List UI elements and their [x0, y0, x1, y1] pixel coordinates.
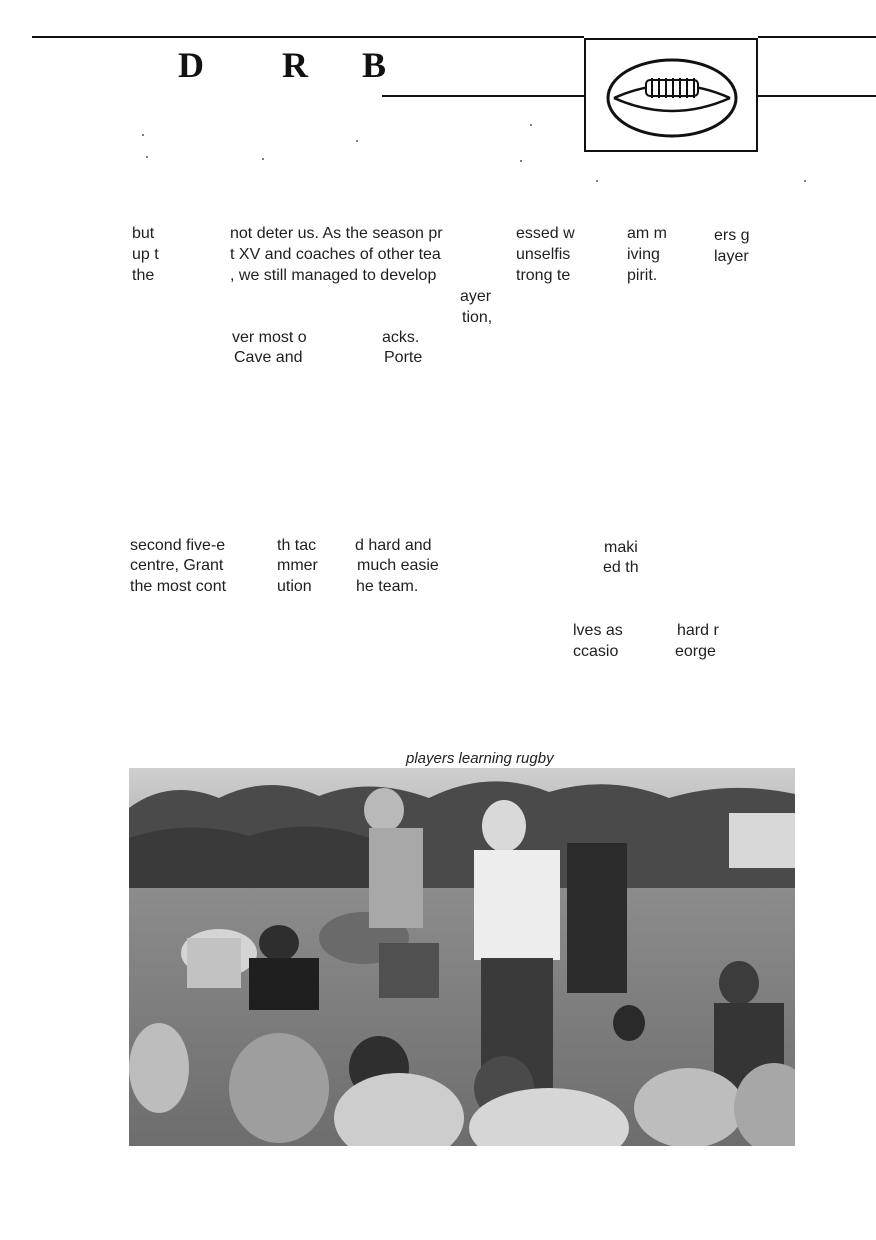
speck: [530, 124, 532, 126]
speck: [142, 134, 144, 136]
text-fragment: am m: [627, 225, 667, 242]
text-fragment: t XV and coaches of other tea: [230, 246, 441, 263]
mid-rule-left: [382, 95, 584, 97]
rugby-ball-icon: [586, 40, 756, 150]
top-rule-left: [32, 36, 584, 38]
photo-scene: [129, 768, 795, 1146]
heading-letter-d: D: [178, 45, 205, 85]
text-fragment: Porte: [384, 349, 423, 366]
text-fragment: th tac: [277, 537, 317, 554]
mid-rule-right: [758, 95, 876, 97]
text-fragment: much easie: [357, 557, 439, 574]
text-fragment: up t: [132, 246, 159, 263]
text-fragment: centre, Grant: [130, 557, 224, 574]
rugby-training-photo: [129, 768, 795, 1146]
text-fragment: trong te: [516, 267, 571, 284]
top-rule-right: [758, 36, 876, 38]
text-fragment: layer: [714, 248, 749, 265]
text-fragment: mmer: [277, 557, 318, 574]
text-fragment: ccasio: [573, 643, 619, 660]
text-fragment: unselfis: [516, 246, 571, 263]
speck: [146, 156, 148, 158]
heading-letter-b: B: [362, 45, 388, 85]
speck: [356, 140, 358, 142]
text-fragment: essed w: [516, 225, 575, 242]
text-fragment: hard r: [677, 622, 719, 639]
text-fragment: maki: [604, 539, 638, 556]
speck: [804, 180, 806, 182]
text-fragment: Cave and: [234, 349, 303, 366]
text-fragment: the most cont: [130, 578, 227, 595]
text-fragment: second five-e: [130, 537, 226, 554]
text-fragment: ayer: [460, 288, 492, 305]
text-fragment: lves as: [573, 622, 623, 639]
text-fragment: ution: [277, 578, 312, 595]
text-fragment: ers g: [714, 227, 750, 244]
speck: [596, 180, 598, 182]
text-fragment: he team.: [356, 578, 419, 595]
rugby-ball-logo: [584, 38, 758, 152]
text-fragment: ver most o: [232, 329, 307, 346]
photo-caption: players learning rugby: [406, 750, 554, 767]
text-fragment: acks.: [382, 329, 420, 346]
text-fragment: , we still managed to develop: [230, 267, 437, 284]
speck: [520, 160, 522, 162]
text-fragment: ed th: [603, 559, 639, 576]
text-fragment: pirit.: [627, 267, 658, 284]
text-fragment: eorge: [675, 643, 716, 660]
speck: [262, 158, 264, 160]
text-fragment: d hard and: [355, 537, 432, 554]
heading-letter-r: R: [282, 45, 309, 85]
text-fragment: but: [132, 225, 155, 242]
text-fragment: tion,: [462, 309, 493, 326]
text-fragment: iving: [627, 246, 660, 263]
text-fragment: not deter us. As the season pr: [230, 225, 443, 242]
text-fragment: the: [132, 267, 155, 284]
